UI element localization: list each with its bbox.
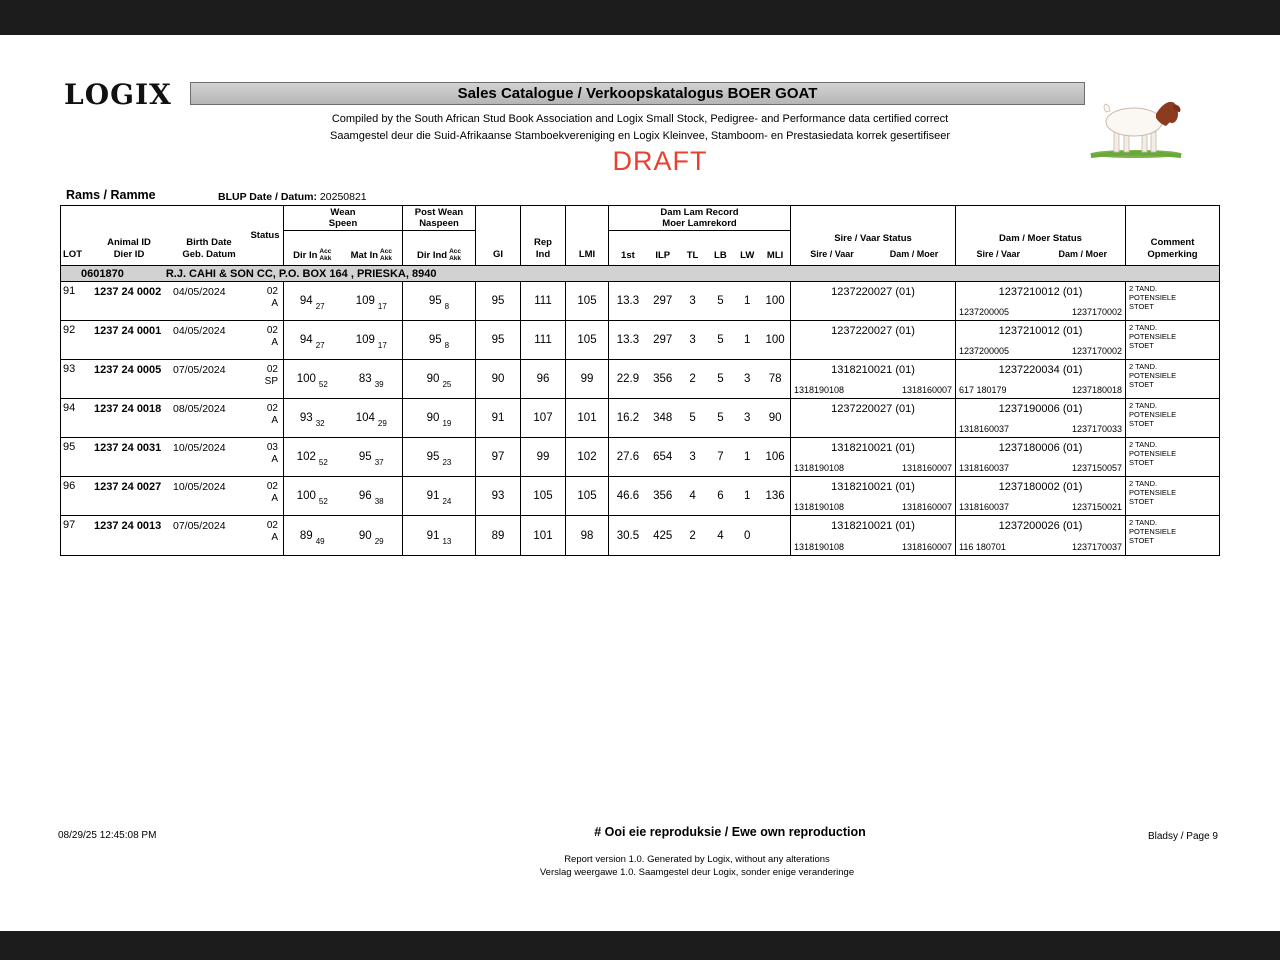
table-row [61, 399, 1219, 438]
header-sire-sub-sire: Sire / Vaar [810, 249, 854, 259]
viewer-bottom-bar [0, 931, 1280, 960]
header-birth-date-en: Birth Date [186, 237, 232, 248]
cell-status: 02 SP [247, 360, 284, 398]
cell-status: 02 A [247, 399, 284, 437]
sire-id: 1318210021 (01) [831, 520, 915, 532]
cell-wean-indexes [284, 477, 403, 515]
rams-table [60, 205, 1220, 556]
cell-animal-id: 1237 24 0013 [94, 520, 162, 532]
wean-mat-index: 109 17 [355, 295, 387, 311]
cell-gi: 97 [476, 438, 521, 476]
wean-mat-index: 109 17 [355, 334, 387, 350]
dam-sire-id: 1318160037 [959, 502, 1010, 512]
dam-id: 1237210012 (01) [998, 286, 1083, 298]
draft-watermark: DRAFT [612, 146, 708, 176]
cell-rep-ind: 107 [521, 399, 566, 437]
blup-date [218, 191, 367, 203]
cell-dam-status [956, 438, 1126, 476]
cell-lot: 92 [63, 324, 76, 336]
sire-dam-id: 1318160007 [901, 385, 952, 395]
cell-dam-status [956, 477, 1126, 515]
table-row [61, 516, 1219, 555]
postwean-dir-index: 91 24 [426, 490, 452, 506]
wean-dir-index: 93 32 [299, 412, 325, 428]
section-label: Rams / Ramme [66, 188, 156, 202]
sire-dam-id: 1318160007 [901, 542, 952, 552]
cell-dam-lam-record: 16.2 348 5 5 3 90 [609, 399, 791, 437]
sire-sire-id: 1318190108 [794, 385, 845, 395]
postwean-dir-index: 95 8 [428, 295, 450, 311]
cell-rep-ind: 111 [521, 282, 566, 320]
cell-rep-ind: 105 [521, 477, 566, 515]
header-wean-title: Wean Speen [284, 206, 402, 231]
header-lw: LW [740, 250, 755, 261]
header-status-label: Status [250, 229, 280, 241]
cell-gi: 89 [476, 516, 521, 555]
cell-lmi: 98 [566, 516, 609, 555]
cell-status: 02 A [247, 516, 284, 555]
wean-dir-index: 89 49 [299, 529, 325, 546]
header-lot [61, 206, 87, 265]
cell-sire-status [791, 477, 956, 515]
cell-dam-status [956, 321, 1126, 359]
cell-comment: 2 TAND. POTENSIELE STOET [1129, 401, 1177, 428]
header-postwean-title: Post Wean Naspeen [403, 206, 475, 231]
sire-sire-id: 1318190108 [794, 463, 845, 473]
cell-comment: 2 TAND. POTENSIELE STOET [1129, 284, 1177, 311]
header-damlam-title: Dam Lam Record Moer Lamrekord [609, 206, 790, 231]
wean-mat-index: 95 37 [358, 451, 384, 467]
header-animal-id [87, 206, 171, 265]
sire-id: 1318210021 (01) [831, 364, 915, 376]
sire-id: 1318210021 (01) [831, 481, 915, 493]
wean-mat-index: 90 29 [358, 529, 384, 546]
logix-logo: LOGIX [64, 78, 172, 111]
cell-sire-status [791, 321, 956, 359]
cell-animal-id: 1237 24 0002 [94, 286, 162, 298]
cell-comment: 2 TAND. POTENSIELE STOET [1129, 479, 1177, 506]
cell-birth-date: 04/05/2024 [173, 325, 226, 337]
header-tl: TL [686, 250, 699, 261]
cell-wean-indexes [284, 399, 403, 437]
footer-reproduction-note: # Ooi eie reproduksie / Ewe own reproduction [594, 825, 866, 839]
blup-date-label: BLUP Date / Datum: [218, 191, 317, 203]
dam-sire-id: 1318160037 [959, 424, 1010, 434]
cell-lmi: 99 [566, 360, 609, 398]
cell-birth-date: 07/05/2024 [173, 520, 226, 532]
table-row [61, 477, 1219, 516]
cell-birth-date: 10/05/2024 [173, 442, 226, 454]
cell-wean-indexes [284, 516, 403, 555]
header-lmi: LMI [566, 206, 609, 265]
breeder-group-row [61, 266, 1219, 282]
wean-mat-index: 96 38 [358, 490, 384, 506]
cell-dam-status [956, 360, 1126, 398]
cell-comment: 2 TAND. POTENSIELE STOET [1129, 362, 1177, 389]
cell-lot: 97 [63, 519, 76, 531]
dam-dam-id: 1237170033 [1071, 424, 1122, 434]
breeder-number: 0601870 [81, 267, 124, 280]
wean-dir-index: 94 27 [299, 334, 325, 350]
table-row [61, 360, 1219, 399]
cell-lot: 95 [63, 441, 76, 453]
cell-lot: 91 [63, 285, 76, 297]
dam-sire-id: 617 180179 [959, 385, 1007, 395]
sire-sire-id: 1318190108 [794, 542, 845, 552]
dam-sire-id: 1237200005 [959, 346, 1010, 356]
cell-birth-date: 10/05/2024 [173, 481, 226, 493]
wean-dir-index: 100 52 [296, 373, 328, 389]
header-dir-in: Dir In Acc Akk [293, 248, 332, 262]
cell-wean-indexes [284, 438, 403, 476]
cell-dam-status [956, 399, 1126, 437]
dam-id: 1237180002 (01) [998, 481, 1083, 493]
header-mat-in-acc: Acc Akk [380, 248, 392, 262]
dam-dam-id: 1237180018 [1071, 385, 1122, 395]
wean-dir-index: 100 52 [296, 490, 328, 506]
cell-animal-id: 1237 24 0018 [94, 403, 162, 415]
footer-version-af: Verslag weergawe 1.0. Saamgestel deur Logix, sonder enige veranderinge [539, 867, 855, 878]
cell-rep-ind: 101 [521, 516, 566, 555]
sire-id: 1318210021 (01) [831, 442, 915, 454]
cell-birth-date: 04/05/2024 [173, 286, 226, 298]
dam-id: 1237180006 (01) [998, 442, 1083, 454]
cell-wean-indexes [284, 321, 403, 359]
viewer-top-bar [0, 0, 1280, 35]
header-dir-ind: Dir Ind Acc Akk [416, 248, 462, 262]
cell-postwean-index [403, 516, 476, 555]
header-1st: 1st [621, 250, 635, 261]
header-postwean-group [403, 206, 476, 265]
dam-dam-id: 1237170002 [1071, 307, 1122, 317]
postwean-dir-index: 95 23 [426, 451, 452, 467]
wean-mat-index: 104 29 [355, 412, 387, 428]
header-dam-status-title: Dam / Moer Status [999, 233, 1082, 244]
dam-sire-id: 1237200005 [959, 307, 1010, 317]
cell-comment: 2 TAND. POTENSIELE STOET [1129, 518, 1177, 545]
postwean-dir-index: 90 19 [426, 412, 452, 428]
catalogue-title-bar [190, 82, 1085, 105]
catalogue-title: Sales Catalogue / Verkoopskatalogus BOER GOAT [457, 85, 818, 102]
header-dam-sub-dam: Dam / Moer [1058, 249, 1107, 259]
postwean-dir-index: 91 13 [426, 529, 452, 546]
cell-postwean-index [403, 438, 476, 476]
cell-dam-lam-record: 13.3 297 3 5 1 100 [609, 282, 791, 320]
cell-postwean-index [403, 282, 476, 320]
cell-comment: 2 TAND. POTENSIELE STOET [1129, 323, 1177, 350]
header-rep-ind: Rep Ind [521, 206, 566, 265]
sire-id: 1237220027 (01) [831, 403, 915, 415]
table-header [61, 206, 1219, 266]
cell-status: 02 A [247, 477, 284, 515]
sire-id: 1237220027 (01) [831, 325, 915, 337]
cell-animal-id: 1237 24 0027 [94, 481, 162, 493]
cell-lmi: 101 [566, 399, 609, 437]
table-row [61, 282, 1219, 321]
header-wean-group [284, 206, 403, 265]
cell-sire-status [791, 516, 956, 555]
header-dir-in-acc: Acc Akk [319, 248, 332, 262]
cell-gi: 95 [476, 282, 521, 320]
cell-postwean-index [403, 477, 476, 515]
cell-gi: 91 [476, 399, 521, 437]
cell-rep-ind: 111 [521, 321, 566, 359]
cell-postwean-index [403, 399, 476, 437]
blup-date-value: 20250821 [319, 191, 367, 203]
subtitle-afrikaans: Saamgestel deur die Suid-Afrikaanse Stamboekvereniging en Logix Kleinvee, Stamboom- en Prestasiedata korrek gesertifiseer [329, 130, 950, 142]
dam-dam-id: 1237150021 [1071, 502, 1122, 512]
dam-sire-id: 116 180701 [959, 542, 1006, 552]
boer-goat-image [1086, 92, 1186, 160]
cell-gi: 93 [476, 477, 521, 515]
cell-sire-status [791, 360, 956, 398]
cell-birth-date: 07/05/2024 [173, 364, 226, 376]
header-lb: LB [714, 250, 727, 261]
dam-id: 1237210012 (01) [998, 325, 1083, 337]
cell-dam-lam-record: 22.9 356 2 5 3 78 [609, 360, 791, 398]
table-row [61, 321, 1219, 360]
cell-rep-ind: 96 [521, 360, 566, 398]
cell-lot: 93 [63, 363, 76, 375]
table-row [61, 438, 1219, 477]
wean-mat-index: 83 39 [358, 373, 384, 389]
footer-version-en: Report version 1.0. Generated by Logix, without any alterations [564, 854, 830, 865]
postwean-dir-index: 95 8 [428, 334, 450, 350]
header-dir-ind-acc: Acc Akk [449, 248, 462, 262]
cell-animal-id: 1237 24 0001 [94, 325, 162, 337]
cell-wean-indexes [284, 282, 403, 320]
cell-gi: 95 [476, 321, 521, 359]
breeder-name: R.J. CAHI & SON CC, P.O. BOX 164 , PRIESKA, 8940 [165, 267, 437, 280]
dam-id: 1237200026 (01) [998, 520, 1083, 532]
header-gi: GI [476, 206, 521, 265]
header-birth-date-af: Geb. Datum [182, 249, 236, 260]
dam-dam-id: 1237170037 [1071, 542, 1122, 552]
footer-timestamp: 08/29/25 12:45:08 PM [58, 830, 157, 841]
table-body [61, 282, 1219, 555]
cell-dam-status [956, 282, 1126, 320]
wean-dir-index: 94 27 [299, 295, 325, 311]
cell-lmi: 102 [566, 438, 609, 476]
header-sire-status-title: Sire / Vaar Status [834, 233, 912, 244]
dam-id: 1237220034 (01) [998, 364, 1083, 376]
dam-sire-id: 1318160037 [959, 463, 1010, 473]
sire-dam-id: 1318160007 [901, 463, 952, 473]
dam-dam-id: 1237150057 [1071, 463, 1122, 473]
cell-status: 02 A [247, 282, 284, 320]
header-sire-status [791, 206, 956, 265]
header-ilp: ILP [655, 250, 671, 261]
header-birth-date [171, 206, 247, 265]
header-comment: Comment Opmerking [1147, 237, 1198, 260]
header-damlam-group [609, 206, 791, 265]
header-status [247, 206, 284, 265]
cell-wean-indexes [284, 360, 403, 398]
cell-dam-lam-record: 46.6 356 4 6 1 136 [609, 477, 791, 515]
cell-gi: 90 [476, 360, 521, 398]
dam-id: 1237190006 (01) [998, 403, 1083, 415]
cell-animal-id: 1237 24 0005 [94, 364, 162, 376]
cell-lot: 96 [63, 480, 76, 492]
header-mli: MLI [766, 250, 784, 261]
cell-lmi: 105 [566, 282, 609, 320]
sire-sire-id: 1318190108 [794, 502, 845, 512]
dam-dam-id: 1237170002 [1071, 346, 1122, 356]
header-dam-sub-sire: Sire / Vaar [976, 249, 1021, 259]
cell-sire-status [791, 438, 956, 476]
cell-comment: 2 TAND. POTENSIELE STOET [1129, 440, 1177, 467]
cell-status: 02 A [247, 321, 284, 359]
subtitle-english: Compiled by the South African Stud Book Association and Logix Small Stock, Pedigree- and Performance data certified correct [331, 113, 949, 125]
header-animal-id-af: Dier ID [113, 249, 145, 260]
postwean-dir-index: 90 25 [426, 373, 452, 389]
cell-lot: 94 [63, 402, 76, 414]
cell-sire-status [791, 399, 956, 437]
cell-lmi: 105 [566, 321, 609, 359]
cell-dam-lam-record: 27.6 654 3 7 1 106 [609, 438, 791, 476]
cell-status: 03 A [247, 438, 284, 476]
header-mat-in: Mat In Acc Akk [350, 248, 392, 262]
cell-animal-id: 1237 24 0031 [94, 442, 162, 454]
cell-dam-status [956, 516, 1126, 555]
cell-sire-status [791, 282, 956, 320]
cell-dam-lam-record: 13.3 297 3 5 1 100 [609, 321, 791, 359]
cell-postwean-index [403, 321, 476, 359]
cell-birth-date: 08/05/2024 [173, 403, 226, 415]
cell-postwean-index [403, 360, 476, 398]
sire-id: 1237220027 (01) [831, 286, 915, 298]
header-dam-status [956, 206, 1126, 265]
wean-dir-index: 102 52 [296, 451, 328, 467]
cell-lmi: 105 [566, 477, 609, 515]
sire-dam-id: 1318160007 [901, 502, 952, 512]
cell-dam-lam-record: 30.5 425 2 4 0 [609, 516, 791, 555]
header-sire-sub-dam: Dam / Moer [889, 249, 939, 259]
header-animal-id-en: Animal ID [107, 237, 151, 248]
header-lot-label: LOT [63, 249, 82, 260]
cell-rep-ind: 99 [521, 438, 566, 476]
footer-page-number: Bladsy / Page 9 [1147, 831, 1218, 842]
